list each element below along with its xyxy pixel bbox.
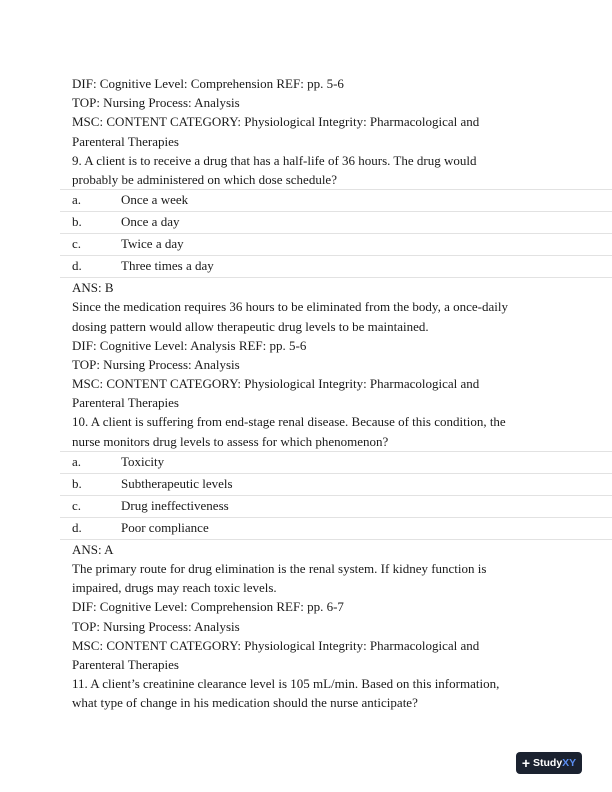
- text-line: DIF: Cognitive Level: Analysis REF: pp. 5-6: [72, 337, 307, 353]
- answer-option: [60, 211, 612, 233]
- text-line: 9. A client is to receive a drug that has a half-life of 36 hours. The drug would: [72, 152, 477, 168]
- answer-option: [60, 189, 612, 211]
- option-letter: d.: [72, 258, 82, 274]
- option-text: Three times a day: [121, 258, 214, 274]
- option-text: Once a day: [121, 214, 180, 230]
- answer-option: [60, 495, 612, 517]
- answer-option: [60, 233, 612, 255]
- text-block-3: [0, 540, 612, 713]
- option-letter: a.: [72, 453, 82, 469]
- badge-xy-label: XY: [562, 757, 577, 769]
- option-text: Subtherapeutic levels: [121, 475, 233, 491]
- text-line: Parenteral Therapies: [72, 656, 179, 672]
- text-line: Since the medication requires 36 hours to be eliminated from the body, a once-daily: [72, 299, 508, 315]
- text-line: Parenteral Therapies: [72, 395, 179, 411]
- document-page: [0, 74, 612, 713]
- option-letter: b.: [72, 214, 82, 230]
- text-line: Parenteral Therapies: [72, 133, 179, 149]
- option-letter: c.: [72, 236, 82, 252]
- text-line: DIF: Cognitive Level: Comprehension REF: pp. 6-7: [72, 599, 344, 615]
- text-line: TOP: Nursing Process: Analysis: [72, 618, 240, 634]
- option-text: Once a week: [121, 192, 189, 208]
- text-line: TOP: Nursing Process: Analysis: [72, 95, 240, 111]
- option-letter: c.: [72, 497, 82, 513]
- option-text: Poor compliance: [121, 519, 209, 535]
- question-10-options: [0, 451, 612, 540]
- answer-option: [60, 517, 612, 540]
- option-letter: d.: [72, 519, 82, 535]
- option-text: Twice a day: [121, 236, 184, 252]
- text-line: The primary route for drug elimination is the renal system. If kidney function is: [72, 561, 487, 576]
- text-block-1: [0, 74, 612, 189]
- option-text: Drug ineffectiveness: [121, 497, 229, 513]
- option-text: Toxicity: [121, 453, 165, 469]
- text-line: TOP: Nursing Process: Analysis: [72, 356, 240, 372]
- text-line: ANS: B: [72, 280, 114, 296]
- studyxy-badge[interactable]: [516, 752, 582, 774]
- text-block-2: [0, 278, 612, 451]
- plus-icon: +: [521, 755, 530, 771]
- text-line: probably be administered on which dose schedule?: [72, 171, 337, 187]
- answer-option: [60, 473, 612, 495]
- text-line: impaired, drugs may reach toxic levels.: [72, 580, 277, 596]
- text-line: MSC: CONTENT CATEGORY: Physiological Integrity: Pharmacological and: [72, 637, 480, 653]
- answer-option: [60, 451, 612, 473]
- answer-option: [60, 255, 612, 278]
- text-line: 11. A client’s creatinine clearance level is 105 mL/min. Based on this information,: [72, 676, 500, 692]
- text-line: ANS: A: [72, 541, 114, 557]
- text-line: dosing pattern would allow therapeutic drug levels to be maintained.: [72, 318, 429, 334]
- text-line: nurse monitors drug levels to assess for which phenomenon?: [72, 433, 389, 449]
- question-9-options: [0, 189, 612, 278]
- text-line: DIF: Cognitive Level: Comprehension REF: pp. 5-6: [72, 76, 344, 91]
- text-line: MSC: CONTENT CATEGORY: Physiological Integrity: Pharmacological and: [72, 114, 480, 130]
- option-letter: a.: [72, 192, 82, 208]
- text-line: what type of change in his medication should the nurse anticipate?: [72, 695, 418, 711]
- badge-study-label: Study: [533, 757, 563, 769]
- text-line: 10. A client is suffering from end-stage renal disease. Because of this condition, the: [72, 414, 506, 430]
- option-letter: b.: [72, 475, 82, 491]
- text-line: MSC: CONTENT CATEGORY: Physiological Integrity: Pharmacological and: [72, 376, 480, 392]
